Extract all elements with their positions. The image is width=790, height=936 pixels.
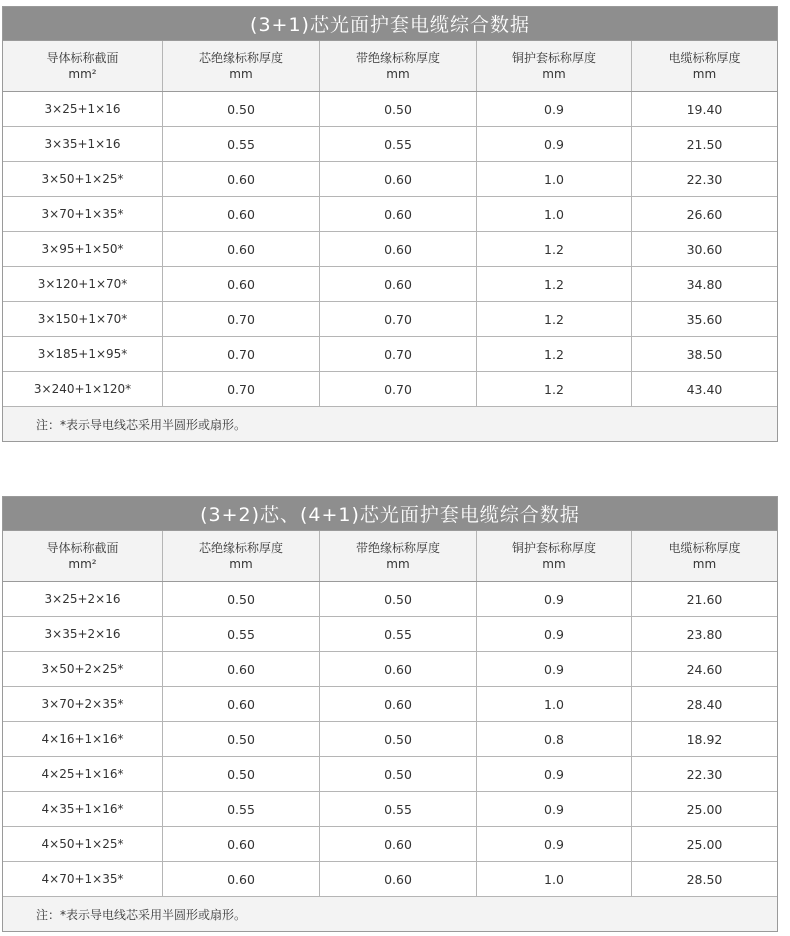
table-row	[3, 92, 777, 127]
table-cell: 3×120+1×70*	[3, 267, 163, 301]
table-cell: 0.50	[320, 757, 477, 791]
table-row	[3, 197, 777, 232]
table-cell: 22.30	[686, 171, 723, 187]
table-cell: 3×50+1×25*	[3, 162, 163, 196]
table-row	[3, 617, 777, 652]
table-cell: 0.70	[163, 372, 320, 406]
table-cell: 0.70	[320, 337, 477, 371]
table-cell: 3×150+1×70*	[3, 302, 163, 336]
header-cell: 电缆标称厚度 mm	[668, 541, 741, 571]
header-cell: 铜护套标称厚度 mm	[477, 531, 632, 581]
table-cell: 23.80	[686, 626, 723, 642]
table-cell: 1.0	[477, 862, 632, 896]
table-cell: 3×25+2×16	[3, 582, 163, 616]
table-cell: 0.60	[163, 827, 320, 861]
table-cell: 0.60	[163, 197, 320, 231]
table-cell: 26.60	[686, 206, 723, 222]
table-cell: 3×185+1×95*	[3, 337, 163, 371]
table-cell: 0.9	[477, 617, 632, 651]
header-cell: 芯绝缘标称厚度 mm	[163, 41, 320, 91]
table-cell: 0.9	[477, 792, 632, 826]
table-cell: 0.60	[163, 232, 320, 266]
table-row	[3, 582, 777, 617]
table-cell: 0.60	[320, 232, 477, 266]
table-cell: 25.00	[686, 801, 723, 817]
table-cell: 0.60	[320, 652, 477, 686]
table-header	[3, 40, 777, 92]
header-cell: 芯绝缘标称厚度 mm	[163, 531, 320, 581]
table-cell: 21.60	[686, 591, 723, 607]
table-cell: 0.50	[320, 582, 477, 616]
table-cell: 0.55	[320, 617, 477, 651]
table-footnote: 注：*表示导电线芯采用半圆形或扇形。	[3, 897, 777, 931]
table-row	[3, 827, 777, 862]
table-cell: 0.9	[477, 827, 632, 861]
table-cell: 0.70	[163, 302, 320, 336]
table-cell: 0.8	[477, 722, 632, 756]
cable-data-table-3plus2-4plus1	[2, 496, 778, 932]
table-cell: 18.92	[686, 731, 723, 747]
table-cell: 0.60	[163, 267, 320, 301]
table-row	[3, 337, 777, 372]
table-cell: 1.2	[477, 267, 632, 301]
table-cell: 0.60	[320, 862, 477, 896]
header-cell: 电缆标称厚度 mm	[668, 51, 741, 81]
table-row	[3, 687, 777, 722]
table-cell: 0.55	[320, 127, 477, 161]
table-cell: 4×35+1×16*	[3, 792, 163, 826]
table-cell: 34.80	[686, 276, 723, 292]
table-cell: 0.9	[477, 757, 632, 791]
table-cell: 3×70+2×35*	[3, 687, 163, 721]
cable-data-table-3plus1	[2, 6, 778, 442]
table-cell: 4×70+1×35*	[3, 862, 163, 896]
table-cell: 1.0	[477, 162, 632, 196]
table-row	[3, 372, 777, 407]
table-cell: 24.60	[686, 661, 723, 677]
table-cell: 3×50+2×25*	[3, 652, 163, 686]
table-cell: 0.60	[163, 687, 320, 721]
header-cell: 铜护套标称厚度 mm	[477, 41, 632, 91]
table-cell: 30.60	[686, 241, 723, 257]
table-cell: 0.50	[163, 582, 320, 616]
table-cell: 21.50	[686, 136, 723, 152]
table-row	[3, 162, 777, 197]
table-row	[3, 862, 777, 897]
table-row	[3, 127, 777, 162]
table-cell: 0.70	[320, 302, 477, 336]
table-cell: 4×25+1×16*	[3, 757, 163, 791]
table-cell: 3×240+1×120*	[3, 372, 163, 406]
table-cell: 3×25+1×16	[3, 92, 163, 126]
table-row	[3, 267, 777, 302]
table-cell: 0.50	[320, 92, 477, 126]
table-cell: 0.9	[477, 582, 632, 616]
table-cell: 3×95+1×50*	[3, 232, 163, 266]
table-cell: 3×70+1×35*	[3, 197, 163, 231]
table-cell: 0.50	[163, 757, 320, 791]
table-cell: 43.40	[686, 381, 723, 397]
table-cell: 28.50	[686, 871, 723, 887]
table-cell: 22.30	[686, 766, 723, 782]
table-cell: 0.60	[163, 162, 320, 196]
table-title: (3+1)芯光面护套电缆综合数据	[3, 7, 777, 40]
table-body	[3, 92, 777, 407]
table-cell: 0.50	[163, 92, 320, 126]
table-cell: 0.50	[320, 722, 477, 756]
table-cell: 0.60	[320, 267, 477, 301]
table-cell: 0.55	[163, 617, 320, 651]
table-cell: 0.60	[163, 652, 320, 686]
table-cell: 0.60	[320, 197, 477, 231]
table-cell: 0.60	[163, 862, 320, 896]
table-footnote: 注：*表示导电线芯采用半圆形或扇形。	[3, 407, 777, 441]
table-row	[3, 792, 777, 827]
header-cell: 导体标称截面 mm²	[3, 531, 163, 581]
table-cell: 0.9	[477, 92, 632, 126]
table-cell: 25.00	[686, 836, 723, 852]
table-row	[3, 652, 777, 687]
table-row	[3, 302, 777, 337]
table-cell: 19.40	[686, 101, 723, 117]
table-cell: 0.70	[320, 372, 477, 406]
table-cell: 4×16+1×16*	[3, 722, 163, 756]
table-cell: 0.60	[320, 162, 477, 196]
table-cell: 3×35+2×16	[3, 617, 163, 651]
table-cell: 28.40	[686, 696, 723, 712]
table-cell: 1.2	[477, 372, 632, 406]
table-cell: 0.55	[163, 792, 320, 826]
table-row	[3, 757, 777, 792]
table-cell: 35.60	[686, 311, 723, 327]
table-cell: 0.55	[163, 127, 320, 161]
header-cell: 带绝缘标称厚度 mm	[320, 531, 477, 581]
table-body	[3, 582, 777, 897]
table-cell: 0.60	[320, 687, 477, 721]
table-row	[3, 722, 777, 757]
table-cell: 0.70	[163, 337, 320, 371]
table-row	[3, 232, 777, 267]
table-cell: 1.0	[477, 197, 632, 231]
table-cell: 3×35+1×16	[3, 127, 163, 161]
table-title: (3+2)芯、(4+1)芯光面护套电缆综合数据	[3, 497, 777, 530]
table-cell: 4×50+1×25*	[3, 827, 163, 861]
table-cell: 1.0	[477, 687, 632, 721]
table-cell: 0.9	[477, 127, 632, 161]
header-cell: 导体标称截面 mm²	[3, 41, 163, 91]
table-cell: 1.2	[477, 337, 632, 371]
table-cell: 1.2	[477, 232, 632, 266]
table-header	[3, 530, 777, 582]
table-cell: 0.60	[320, 827, 477, 861]
table-cell: 0.50	[163, 722, 320, 756]
table-cell: 0.55	[320, 792, 477, 826]
table-cell: 0.9	[477, 652, 632, 686]
table-cell: 1.2	[477, 302, 632, 336]
header-cell: 带绝缘标称厚度 mm	[320, 41, 477, 91]
table-cell: 38.50	[686, 346, 723, 362]
